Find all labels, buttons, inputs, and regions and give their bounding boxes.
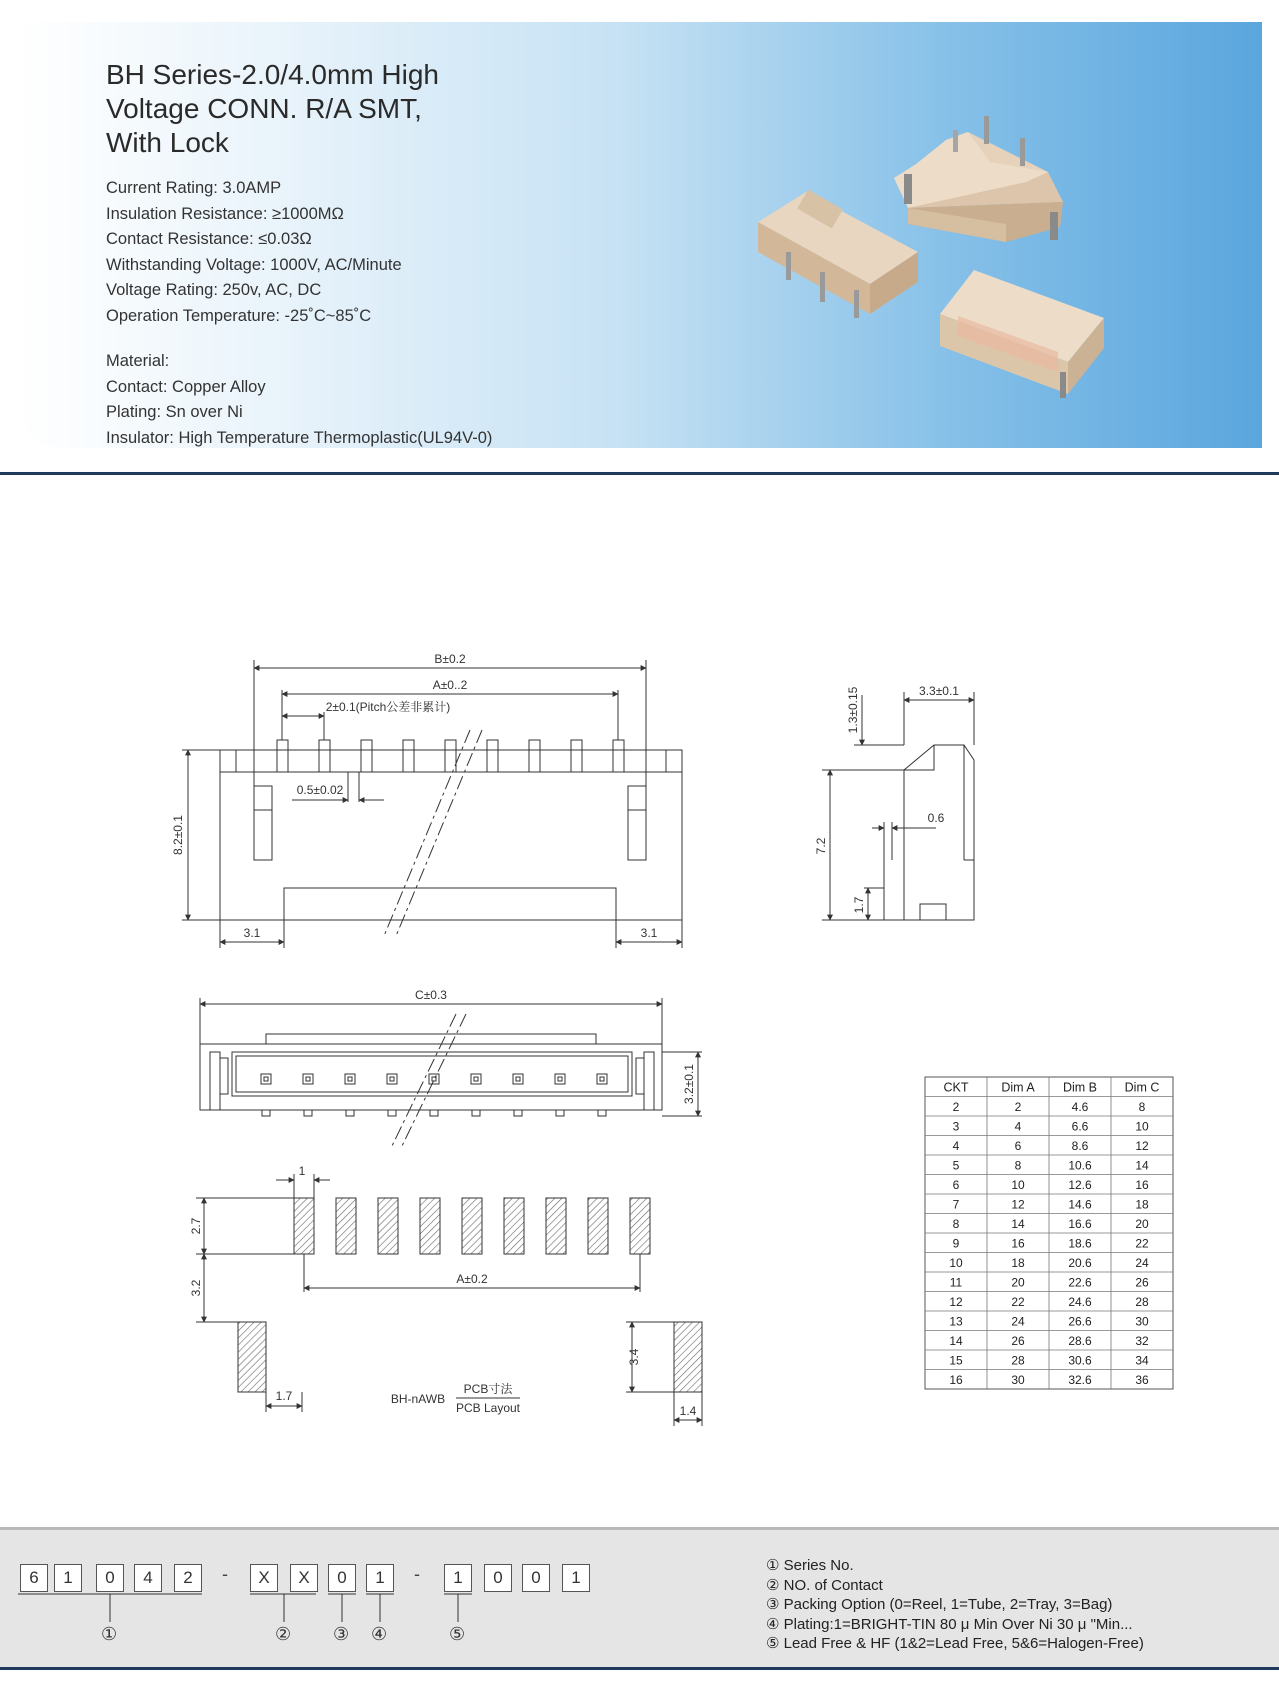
label-pcb-cn: PCB寸法 (463, 1382, 513, 1396)
spec-contact-resistance: Contact Resistance: ≤0.03Ω (106, 230, 312, 248)
pn-leader-lines (0, 1530, 620, 1670)
label-pitch: 2±0.1(Pitch公差非累计) (325, 700, 451, 714)
table-cell: 4 (952, 1138, 960, 1153)
label-pcb-en: PCB Layout (455, 1401, 521, 1415)
pn-digit-6: X (250, 1564, 278, 1592)
table-cell: 6 (952, 1177, 960, 1192)
label-pcb-gap: 3.2 (189, 1279, 203, 1297)
header-banner (18, 22, 1262, 448)
pn-marker-1: ① (101, 1624, 118, 1644)
part-number-section (0, 1527, 1279, 1670)
divider-bottom (0, 1667, 1279, 1670)
table-cell: 28 (1135, 1294, 1149, 1309)
pn-digit-12: 0 (522, 1564, 550, 1592)
pn-marker-2: ② (275, 1624, 292, 1644)
pn-digit-7: X (290, 1564, 318, 1592)
table-header-cell: Dim C (1124, 1080, 1160, 1095)
pn-dash-1: - (222, 1564, 228, 1584)
connector-image-1 (894, 116, 1063, 242)
table-cell: 18 (1135, 1197, 1149, 1212)
label-height: 8.2±0.1 (171, 815, 185, 855)
table-cell: 28.6 (1068, 1333, 1092, 1348)
table-cell: 8 (1138, 1099, 1146, 1114)
pn-marker-4: ④ (371, 1624, 388, 1644)
pn-digit-13: 1 (562, 1564, 590, 1592)
table-cell: 4.6 (1071, 1099, 1089, 1114)
table-cell: 16.6 (1068, 1216, 1092, 1231)
table-cell: 20 (1135, 1216, 1149, 1231)
legend-item-1: ① Series No. (766, 1557, 854, 1574)
pn-digit-9: 1 (366, 1564, 394, 1592)
label-pcb-a: A±0.2 (456, 1272, 488, 1286)
table-cell: 10 (1011, 1177, 1025, 1192)
table-cell: 20 (1011, 1275, 1025, 1290)
table-cell: 26 (1135, 1275, 1149, 1290)
label-side-width: 3.3±0.1 (919, 684, 959, 698)
legend-item-2: ② NO. of Contact (766, 1576, 883, 1594)
pn-digit-3: 0 (96, 1564, 124, 1592)
spec-list (106, 176, 492, 451)
label-side-height: 7.2 (814, 837, 828, 855)
table-cell: 26.6 (1068, 1314, 1092, 1329)
spec-current: Current Rating: 3.0AMP (106, 179, 282, 197)
table-cell: 16 (949, 1372, 963, 1387)
title-line-1: BH Series-2.0/4.0mm High (106, 59, 440, 90)
table-cell: 28 (1011, 1353, 1025, 1368)
label-dim-a: A±0..2 (432, 678, 468, 692)
table-cell: 12 (1011, 1197, 1025, 1212)
pn-marker-5: ⑤ (449, 1624, 466, 1644)
table-cell: 5 (952, 1158, 960, 1173)
label-offset-left: 3.1 (243, 926, 261, 940)
table-cell: 16 (1011, 1236, 1025, 1251)
pn-digit-10: 1 (444, 1564, 472, 1592)
table-cell: 10 (949, 1255, 963, 1270)
pn-digit-8: 0 (328, 1564, 356, 1592)
table-cell: 13 (949, 1314, 963, 1329)
table-cell: 4 (1014, 1119, 1022, 1134)
table-cell: 22.6 (1068, 1275, 1092, 1290)
bottom-view-body (200, 1044, 662, 1110)
spec-insulation: Insulation Resistance: ≥1000MΩ (106, 204, 344, 223)
table-cell: 32.6 (1068, 1372, 1092, 1387)
table-cell: 8 (1014, 1158, 1022, 1173)
table-cell: 30 (1135, 1314, 1149, 1329)
material-insulator: Insulator: High Temperature Thermoplastic(UL94V-0) (106, 428, 493, 447)
label-pad-width: 1 (298, 1164, 306, 1178)
legend-item-5: ⑤ Lead Free & HF (1&2=Lead Free, 5&6=Halogen-Free) (766, 1635, 1144, 1652)
table-cell: 10 (1135, 1119, 1149, 1134)
table-cell: 18 (1011, 1255, 1025, 1270)
table-cell: 8 (952, 1216, 960, 1231)
connector-image-3 (940, 270, 1104, 398)
table-cell: 12.6 (1068, 1177, 1092, 1192)
label-pin-width: 0.5±0.02 (296, 783, 344, 797)
pn-dash-2: - (414, 1564, 420, 1584)
label-mount-width: 1.7 (275, 1389, 293, 1403)
label-side-bottom: 1.7 (852, 896, 866, 914)
table-header-cell: CKT (943, 1080, 969, 1095)
table-cell: 34 (1135, 1353, 1149, 1368)
spec-withstanding: Withstanding Voltage: 1000V, AC/Minute (106, 255, 402, 274)
table-cell: 7 (952, 1197, 960, 1212)
label-offset-right: 3.1 (640, 926, 658, 940)
label-pcb-part: BH-nAWB (390, 1392, 446, 1406)
table-header-cell: Dim B (1062, 1080, 1098, 1095)
pn-digit-2: 1 (54, 1564, 82, 1592)
pn-digit-5: 2 (174, 1564, 202, 1592)
title-line-3: With Lock (106, 127, 229, 158)
label-bottom-height: 3.2±0.1 (682, 1064, 696, 1104)
table-cell: 15 (949, 1353, 963, 1368)
table-cell: 14 (1135, 1158, 1149, 1173)
table-cell: 22 (1011, 1294, 1025, 1309)
table-cell: 30.6 (1068, 1353, 1092, 1368)
label-dim-c: C±0.3 (415, 988, 447, 1002)
table-cell: 2 (952, 1099, 960, 1114)
connector-image-2 (758, 189, 918, 318)
table-cell: 36 (1135, 1372, 1149, 1387)
table-cell: 22 (1135, 1236, 1149, 1251)
pn-digit-11: 0 (484, 1564, 512, 1592)
material-plating: Plating: Sn over Ni (106, 403, 243, 421)
table-cell: 6 (1014, 1138, 1022, 1153)
pn-digit-1: 6 (20, 1564, 48, 1592)
pn-digit-4: 4 (134, 1564, 162, 1592)
table-cell: 8.6 (1071, 1138, 1089, 1153)
table-cell: 18.6 (1068, 1236, 1092, 1251)
material-heading: Material: (106, 352, 170, 370)
material-contact: Contact: Copper Alloy (106, 377, 266, 396)
label-dim-b: B±0.2 (434, 652, 466, 666)
label-side-thickness: 0.6 (927, 811, 945, 825)
table-cell: 26 (1011, 1333, 1025, 1348)
table-cell: 32 (1135, 1333, 1149, 1348)
legend-item-4: ④ Plating:1=BRIGHT-TIN 80 μ Min Over Ni 30 μ "Min... (766, 1615, 1133, 1633)
table-cell: 14 (949, 1333, 963, 1348)
table-cell: 14 (1011, 1216, 1025, 1231)
pn-legend (766, 1556, 1144, 1654)
table-cell: 24 (1011, 1314, 1025, 1329)
product-title (106, 58, 439, 160)
product-photo (758, 102, 1198, 432)
front-view-body (220, 750, 682, 920)
spec-voltage: Voltage Rating: 250v, AC, DC (106, 281, 322, 299)
table-cell: 30 (1011, 1372, 1025, 1387)
table-cell: 12 (1135, 1138, 1149, 1153)
table-cell: 20.6 (1068, 1255, 1092, 1270)
table-cell: 14.6 (1068, 1197, 1092, 1212)
divider-top (0, 472, 1279, 475)
title-line-2: Voltage CONN. R/A SMT, (106, 93, 422, 124)
table-cell: 9 (952, 1236, 960, 1251)
label-mount-width-2: 1.4 (679, 1404, 697, 1418)
dimension-table (924, 1076, 1176, 1390)
table-cell: 10.6 (1068, 1158, 1092, 1173)
pn-marker-3: ③ (333, 1624, 350, 1644)
table-cell: 6.6 (1071, 1119, 1089, 1134)
spec-temperature: Operation Temperature: -25˚C~85˚C (106, 306, 372, 325)
table-cell: 3 (952, 1119, 960, 1134)
label-side-top: 1.3±0.15 (846, 686, 860, 734)
table-cell: 24 (1135, 1255, 1149, 1270)
table-cell: 24.6 (1068, 1294, 1092, 1309)
legend-item-3: ③ Packing Option (0=Reel, 1=Tube, 2=Tray, 3=Bag) (766, 1596, 1113, 1613)
table-cell: 2 (1014, 1099, 1022, 1114)
table-cell: 11 (949, 1275, 963, 1290)
label-pad-height: 2.7 (189, 1217, 203, 1235)
table-header-cell: Dim A (1001, 1080, 1035, 1095)
label-mount-height: 3.4 (627, 1348, 641, 1366)
table-cell: 12 (949, 1294, 963, 1309)
table-cell: 16 (1135, 1177, 1149, 1192)
